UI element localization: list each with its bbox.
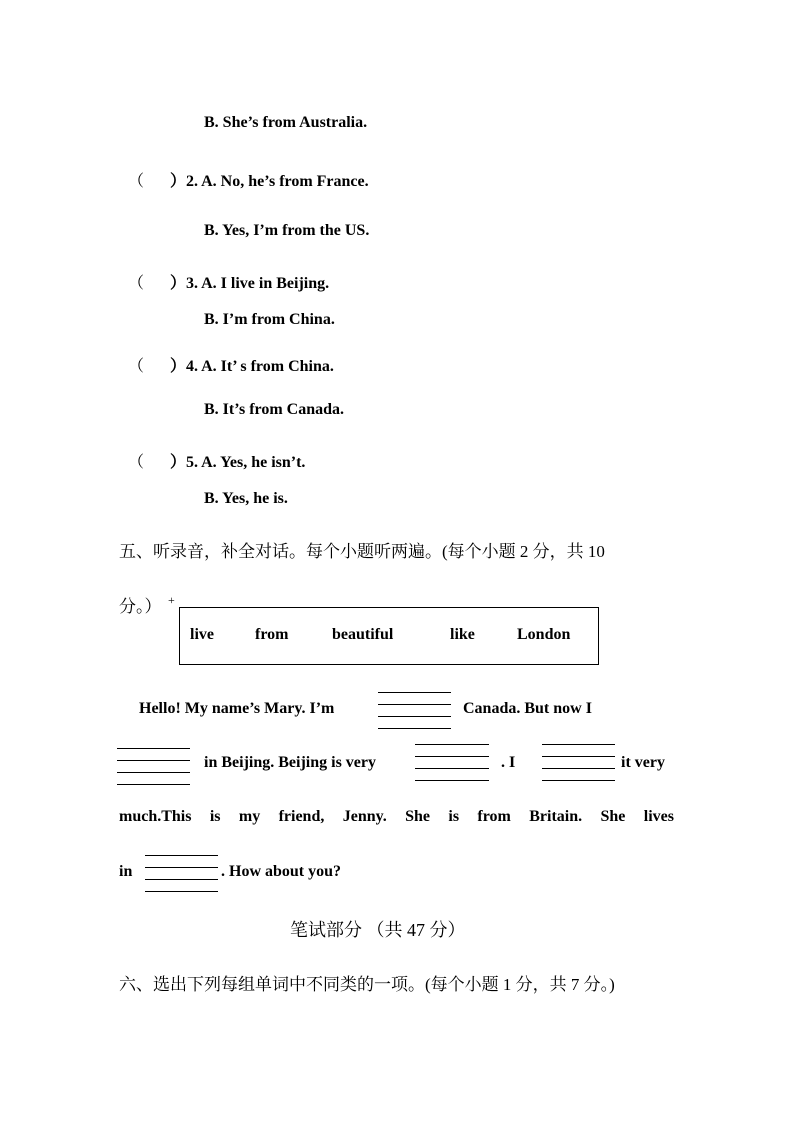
q2-option-a: ）2. A. No, he’s from France. bbox=[170, 173, 369, 190]
q4-answer-paren[interactable]: （ bbox=[128, 358, 145, 375]
plus-mark: + bbox=[168, 593, 175, 607]
section5-title: 五、听录音，补全对话。每个小题听两遍。(每个小题 2 分，共 10 bbox=[119, 542, 605, 561]
q4-option-b: B. It’s from Canada. bbox=[204, 401, 345, 418]
q3-answer-paren[interactable]: （ bbox=[128, 275, 145, 292]
word-bank-item: like bbox=[450, 626, 475, 643]
passage-text: Hello! My name’s Mary. I’m bbox=[139, 700, 335, 717]
passage-text: . I bbox=[501, 754, 516, 771]
q1-option-b: B. She’s from Australia. bbox=[204, 114, 368, 131]
q2-answer-paren[interactable]: （ bbox=[128, 173, 145, 190]
answer-blank-4[interactable] bbox=[542, 744, 615, 745]
passage-text: much.This is my friend, Jenny. She is from Britain. She lives bbox=[119, 808, 674, 825]
answer-blank-2[interactable] bbox=[117, 748, 190, 749]
q5-option-a: ）5. A. Yes, he isn’t. bbox=[170, 454, 306, 471]
q3-option-b: B. I’m from China. bbox=[204, 311, 335, 328]
section5-title-cont: 分。） bbox=[119, 597, 162, 616]
section6-title: 六、选出下列每组单词中不同类的一项。(每个小题 1 分，共 7 分。) bbox=[119, 975, 615, 994]
passage-text: . How about you? bbox=[221, 863, 342, 880]
answer-blank-1[interactable] bbox=[378, 692, 451, 693]
answer-blank-5[interactable] bbox=[145, 855, 218, 856]
passage-text: it very bbox=[621, 754, 665, 771]
q4-option-a: ）4. A. It’ s from China. bbox=[170, 358, 334, 375]
passage-text: in bbox=[119, 863, 133, 880]
word-bank-item: beautiful bbox=[332, 626, 394, 643]
word-bank-item: from bbox=[255, 626, 289, 643]
passage-text: Canada. But now I bbox=[463, 700, 592, 717]
q5-option-b: B. Yes, he is. bbox=[204, 490, 288, 507]
written-part-title: 笔试部分 （共 47 分） bbox=[290, 920, 466, 940]
word-bank-box bbox=[179, 607, 599, 665]
answer-blank-3[interactable] bbox=[415, 744, 489, 745]
passage-text: in Beijing. Beijing is very bbox=[204, 754, 376, 771]
q2-option-b: B. Yes, I’m from the US. bbox=[204, 222, 370, 239]
q3-option-a: ）3. A. I live in Beijing. bbox=[170, 275, 330, 292]
word-bank-item: live bbox=[190, 626, 214, 643]
word-bank-item: London bbox=[517, 626, 571, 643]
q5-answer-paren[interactable]: （ bbox=[128, 454, 145, 471]
